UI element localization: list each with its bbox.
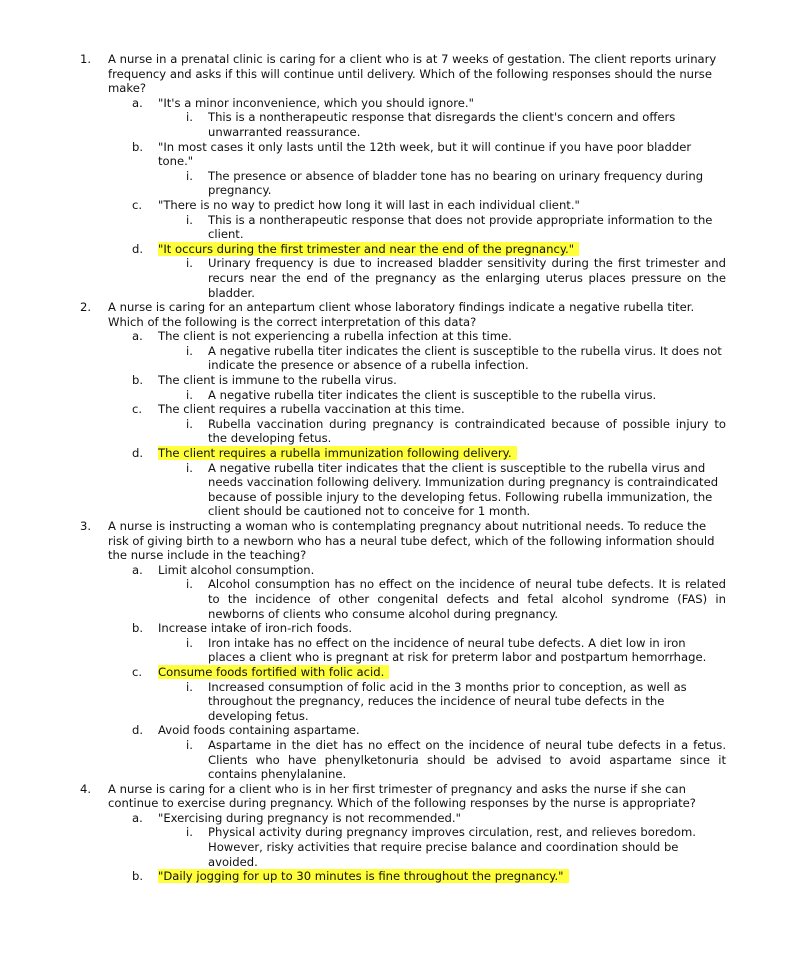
option-3d bbox=[0, 723, 794, 738]
rationale-text: A negative rubella titer indicates the client is susceptible to the rubella virus. bbox=[208, 387, 657, 402]
option-1d-correct bbox=[0, 242, 794, 257]
highlighted-answer: "It occurs during the first trimester and near the end of the pregnancy." bbox=[158, 242, 579, 256]
rationale-text: Rubella vaccination during pregnancy is contraindicated because of possible injury to the developing fetus. bbox=[208, 416, 726, 446]
option-text: The client is immune to the rubella virus. bbox=[158, 373, 397, 388]
rationale-4a bbox=[0, 825, 794, 869]
option-2c bbox=[0, 402, 794, 417]
option-text: Avoid foods containing aspartame. bbox=[158, 723, 360, 738]
option-letter: b. bbox=[132, 621, 144, 636]
rationale-1b bbox=[0, 169, 794, 198]
option-letter: a. bbox=[132, 95, 143, 110]
rationale-marker: i. bbox=[186, 110, 193, 125]
option-1c bbox=[0, 198, 794, 213]
option-text: "It's a minor inconvenience, which you should ignore." bbox=[158, 95, 474, 110]
option-text: The client is not experiencing a rubella infection at this time. bbox=[158, 329, 512, 344]
option-4a bbox=[0, 811, 794, 826]
rationale-marker: i. bbox=[186, 212, 193, 227]
rationale-marker: i. bbox=[186, 577, 193, 592]
rationale-3a bbox=[0, 577, 794, 621]
option-2b bbox=[0, 373, 794, 388]
question-number: 2. bbox=[80, 300, 92, 315]
option-letter: c. bbox=[132, 664, 143, 679]
highlighted-answer: The client requires a rubella immunization following delivery. bbox=[158, 446, 517, 460]
rationale-3c bbox=[0, 680, 794, 724]
rationale-marker: i. bbox=[186, 679, 193, 694]
rationale-1c bbox=[0, 213, 794, 242]
rationale-marker: i. bbox=[186, 737, 193, 752]
rationale-marker: i. bbox=[186, 387, 193, 402]
option-letter: a. bbox=[132, 562, 143, 577]
question-4-stem bbox=[0, 782, 794, 811]
option-3a bbox=[0, 563, 794, 578]
rationale-marker: i. bbox=[186, 635, 193, 650]
option-letter: c. bbox=[132, 197, 143, 212]
rationale-text: The presence or absence of bladder tone has no bearing on urinary frequency during pregnancy. bbox=[208, 168, 704, 198]
rationale-text: This is a nontherapeutic response that disregards the client's concern and offers unwarranted reassurance. bbox=[208, 110, 676, 139]
highlighted-answer: "Daily jogging for up to 30 minutes is fine throughout the pregnancy." bbox=[158, 869, 569, 883]
rationale-2b bbox=[0, 388, 794, 403]
option-text: "In most cases it only lasts until the 12th week, but it will continue if you have poor bladder tone." bbox=[158, 139, 692, 169]
rationale-marker: i. bbox=[186, 825, 193, 840]
question-number: 1. bbox=[80, 52, 92, 66]
option-letter: d. bbox=[132, 241, 144, 256]
rationale-marker: i. bbox=[186, 168, 193, 183]
option-1b bbox=[0, 140, 794, 169]
option-letter: b. bbox=[132, 139, 144, 154]
rationale-text: A negative rubella titer indicates that the client is susceptible to the rubella virus and needs vaccination following delivery. Immunization during pregnancy is contraindicated because of possible injury to the developing fetus. Following rubella immunization, the client should be cautioned not to conceive for 1 month. bbox=[208, 460, 719, 519]
rationale-text: Aspartame in the diet has no effect on the incidence of neural tube defects in a fetus. Clients who have phenylketonuria should be advised to avoid aspartame since it contains phenylalanine. bbox=[208, 737, 726, 782]
rationale-text: A negative rubella titer indicates the client is susceptible to the rubella virus. It does not indicate the presence or absence of a rubella infection. bbox=[208, 343, 722, 373]
rationale-2d bbox=[0, 461, 794, 519]
question-text: A nurse in a prenatal clinic is caring for a client who is at 7 weeks of gestation. The client reports urinary frequency and asks if this will continue until delivery. Which of the following responses should the nurse make? bbox=[108, 52, 717, 96]
option-letter: a. bbox=[132, 329, 143, 344]
rationale-2c bbox=[0, 417, 794, 446]
rationale-marker: i. bbox=[186, 460, 193, 475]
option-letter: b. bbox=[132, 869, 144, 884]
question-1-stem bbox=[0, 52, 794, 96]
rationale-1d bbox=[0, 256, 794, 300]
rationale-text: Iron intake has no effect on the incidence of neural tube defects. A diet low in iron places a client who is pregnant at risk for preterm labor and postpartum hemorrhage. bbox=[208, 635, 707, 665]
rationale-text: Increased consumption of folic acid in the 3 months prior to conception, as well as throughout the pregnancy, reduces the incidence of neural tube defects in the developing fetus. bbox=[208, 679, 687, 723]
option-letter: b. bbox=[132, 373, 144, 388]
question-text: A nurse is instructing a woman who is contemplating pregnancy about nutritional needs. To reduce the risk of giving birth to a newborn who has a neural tube defect, which of the following information should the nurse include in the teaching? bbox=[108, 519, 715, 563]
option-text: Limit alcohol consumption. bbox=[158, 562, 315, 577]
rationale-text: Physical activity during pregnancy improves circulation, rest, and relieves boredom. However, risky activities that require precise balance and coordination should be avoided. bbox=[208, 825, 696, 869]
option-2d-correct bbox=[0, 446, 794, 461]
rationale-text: This is a nontherapeutic response that does not provide appropriate information to the client. bbox=[208, 212, 713, 242]
question-number: 3. bbox=[80, 519, 92, 533]
rationale-text: Urinary frequency is due to increased bladder sensitivity during the first trimester and recurs near the end of the pregnancy as the enlarging uterus places pressure on the bladder. bbox=[208, 256, 726, 300]
question-2-stem bbox=[0, 300, 794, 329]
option-text: The client requires a rubella vaccination at this time. bbox=[158, 402, 465, 417]
question-text: A nurse is caring for an antepartum client whose laboratory findings indicate a negative rubella titer. Which of the following is the correct interpretation of this data? bbox=[108, 300, 695, 329]
option-3b bbox=[0, 621, 794, 636]
highlighted-answer: Consume foods fortified with folic acid. bbox=[158, 665, 389, 679]
question-3-stem bbox=[0, 519, 794, 563]
rationale-marker: i. bbox=[186, 416, 193, 431]
rationale-text: Alcohol consumption has no effect on the incidence of neural tube defects. It is related to the incidence of other congenital defects and fetal alcohol syndrome (FAS) in newborns of clients who consume alcohol during pregnancy. bbox=[208, 577, 726, 621]
option-letter: c. bbox=[132, 402, 143, 417]
rationale-1a bbox=[0, 110, 794, 139]
document-page bbox=[0, 52, 794, 884]
option-4b-correct bbox=[0, 869, 794, 884]
option-letter: a. bbox=[132, 810, 143, 825]
option-1a bbox=[0, 96, 794, 111]
option-letter: d. bbox=[132, 446, 144, 461]
rationale-marker: i. bbox=[186, 343, 193, 358]
rationale-3b bbox=[0, 636, 794, 665]
rationale-2a bbox=[0, 344, 794, 373]
option-text: Increase intake of iron-rich foods. bbox=[158, 621, 353, 636]
option-letter: d. bbox=[132, 723, 144, 738]
rationale-marker: i. bbox=[186, 256, 193, 271]
option-text: "Exercising during pregnancy is not recommended." bbox=[158, 810, 461, 825]
option-2a bbox=[0, 329, 794, 344]
rationale-3d bbox=[0, 738, 794, 782]
option-3c-correct bbox=[0, 665, 794, 680]
question-number: 4. bbox=[80, 781, 92, 796]
option-text: "There is no way to predict how long it will last in each individual client." bbox=[158, 197, 580, 212]
question-text: A nurse is caring for a client who is in her first trimester of pregnancy and asks the nurse if she can continue to exercise during pregnancy. Which of the following responses by the nurse is appropriate? bbox=[108, 781, 696, 811]
